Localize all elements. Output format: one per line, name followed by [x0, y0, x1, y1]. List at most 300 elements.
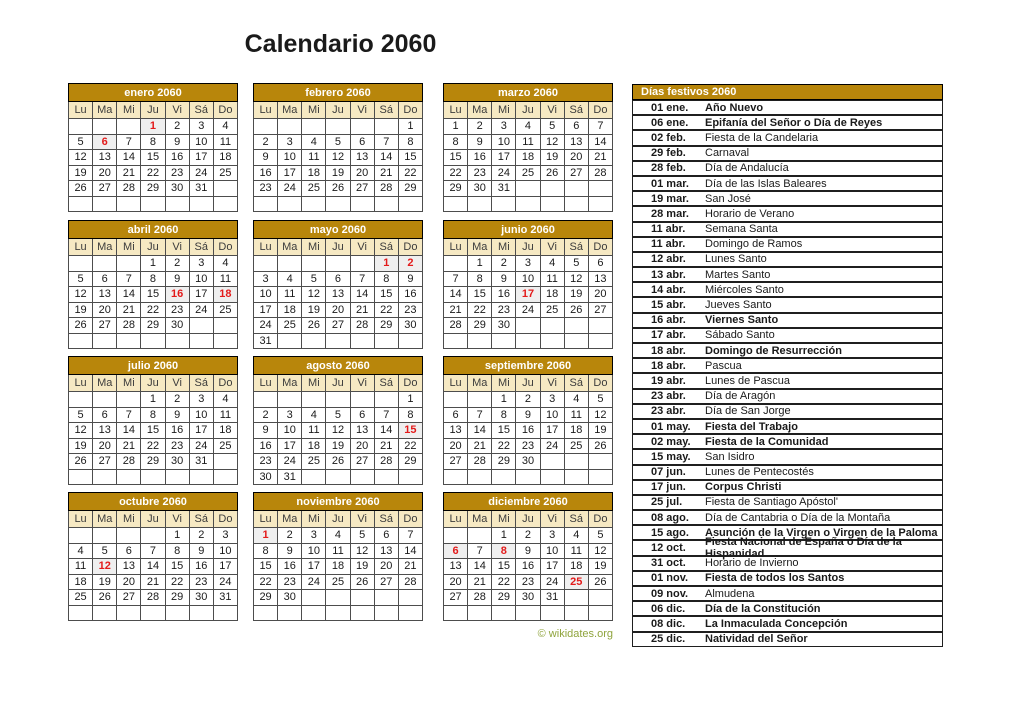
day-cell: 3 [492, 119, 516, 135]
day-cell: 15 [492, 423, 516, 439]
holiday-date: 08 dic. [651, 617, 686, 630]
holiday-name: San Isidro [705, 450, 755, 463]
day-cell: 19 [326, 438, 350, 454]
holiday-name: Asunción de la Virgen o Virgen de la Paloma [705, 526, 938, 539]
holiday-row [632, 115, 943, 130]
day-cell: 30 [165, 318, 189, 334]
empty-cell [189, 318, 213, 334]
day-cell: 24 [492, 165, 516, 181]
day-cell: 28 [350, 318, 374, 334]
day-cell: 25 [213, 165, 237, 181]
day-cell: 9 [492, 271, 516, 287]
day-cell: 1 [492, 392, 516, 408]
day-cell: 26 [350, 574, 374, 590]
empty-cell [444, 605, 468, 621]
holiday-date: 23 abr. [651, 405, 686, 418]
weekday-header: Vi [350, 102, 374, 119]
empty-cell [326, 119, 350, 135]
weekday-header: Do [213, 511, 237, 528]
day-cell: 13 [117, 559, 141, 575]
empty-cell [165, 469, 189, 485]
empty-cell [350, 605, 374, 621]
day-cell: 2 [516, 528, 540, 544]
day-cell: 4 [540, 256, 564, 272]
weekday-header: Ju [141, 239, 165, 256]
day-cell: 25 [540, 302, 564, 318]
day-cell: 20 [326, 302, 350, 318]
day-cell: 3 [540, 392, 564, 408]
day-cell: 12 [564, 271, 588, 287]
empty-cell [326, 333, 350, 349]
day-cell: 11 [326, 543, 350, 559]
day-cell: 27 [350, 454, 374, 470]
day-cell: 14 [374, 150, 398, 166]
holiday-date: 11 abr. [651, 238, 686, 251]
day-cell: 1 [468, 256, 492, 272]
day-cell: 14 [117, 150, 141, 166]
day-cell: 26 [564, 302, 588, 318]
empty-cell [278, 119, 302, 135]
day-cell: 31 [278, 469, 302, 485]
empty-cell [468, 392, 492, 408]
weekday-header: Ma [93, 511, 117, 528]
month-title: noviembre 2060 [254, 493, 423, 511]
holiday-date: 19 abr. [651, 374, 686, 387]
day-cell: 2 [516, 392, 540, 408]
day-cell: 26 [540, 165, 564, 181]
day-cell: 21 [588, 150, 612, 166]
weekday-header: Vi [540, 511, 564, 528]
day-cell: 27 [93, 181, 117, 197]
day-cell: 30 [165, 181, 189, 197]
holiday-date: 01 nov. [651, 572, 689, 585]
wikidates-credit-link[interactable]: © wikidates.org [537, 628, 613, 640]
day-cell: 25 [564, 438, 588, 454]
weekday-header: Mi [117, 511, 141, 528]
day-cell: 28 [588, 165, 612, 181]
empty-cell [444, 196, 468, 212]
empty-cell [398, 469, 422, 485]
day-cell: 29 [398, 454, 422, 470]
day-cell: 18 [213, 423, 237, 439]
empty-cell [69, 256, 93, 272]
day-cell: 25 [516, 165, 540, 181]
month-febrero [253, 83, 423, 212]
day-cell: 27 [93, 454, 117, 470]
day-cell: 23 [165, 165, 189, 181]
holiday-row [632, 297, 943, 312]
day-cell: 29 [468, 318, 492, 334]
month-table [443, 356, 613, 485]
empty-cell [564, 196, 588, 212]
holiday-name: San José [705, 192, 751, 205]
weekday-header: Vi [350, 375, 374, 392]
day-cell: 24 [278, 181, 302, 197]
empty-cell [189, 196, 213, 212]
holiday-row [632, 495, 943, 510]
empty-cell [189, 333, 213, 349]
weekday-header: Vi [165, 239, 189, 256]
day-cell: 3 [278, 407, 302, 423]
month-marzo [443, 83, 613, 212]
day-cell: 22 [141, 438, 165, 454]
day-cell: 20 [350, 165, 374, 181]
empty-cell [93, 256, 117, 272]
empty-cell [141, 605, 165, 621]
empty-cell [326, 392, 350, 408]
day-cell: 28 [374, 181, 398, 197]
day-cell: 17 [254, 302, 278, 318]
day-cell: 20 [588, 287, 612, 303]
day-cell: 24 [213, 574, 237, 590]
day-cell: 14 [468, 559, 492, 575]
holiday-name: Fiesta de Santiago Apóstol' [705, 496, 838, 509]
empty-cell [516, 605, 540, 621]
day-cell: 23 [165, 302, 189, 318]
empty-cell [302, 196, 326, 212]
empty-cell [141, 333, 165, 349]
day-cell: 18 [302, 165, 326, 181]
day-cell: 11 [564, 407, 588, 423]
empty-cell [468, 528, 492, 544]
holiday-name: Día de Aragón [705, 390, 776, 403]
empty-cell [117, 196, 141, 212]
weekday-header: Ma [93, 102, 117, 119]
day-cell: 13 [374, 543, 398, 559]
weekday-header: Vi [540, 375, 564, 392]
day-cell: 5 [326, 134, 350, 150]
empty-cell [350, 196, 374, 212]
empty-cell [350, 392, 374, 408]
day-cell: 29 [398, 181, 422, 197]
empty-cell [278, 392, 302, 408]
holiday-date: 06 dic. [651, 602, 686, 615]
month-table [253, 356, 423, 485]
weekday-header: Do [398, 511, 422, 528]
day-cell: 3 [254, 271, 278, 287]
holiday-name: Natividad del Señor [705, 633, 808, 646]
holiday-row [632, 282, 943, 297]
weekday-header: Lu [69, 102, 93, 119]
day-cell: 20 [93, 438, 117, 454]
weekday-header: Lu [69, 375, 93, 392]
day-cell: 25 [213, 302, 237, 318]
day-cell: 26 [69, 454, 93, 470]
day-cell: 7 [468, 407, 492, 423]
empty-cell [540, 469, 564, 485]
day-cell: 30 [189, 590, 213, 606]
day-cell: 19 [93, 574, 117, 590]
holidays-list [632, 100, 943, 647]
empty-cell [213, 318, 237, 334]
month-agosto [253, 356, 423, 485]
month-table [68, 492, 238, 621]
empty-cell [117, 256, 141, 272]
weekday-header: Lu [254, 375, 278, 392]
day-cell: 19 [69, 302, 93, 318]
day-cell: 4 [278, 271, 302, 287]
day-cell: 11 [213, 407, 237, 423]
empty-cell [93, 469, 117, 485]
holiday-name: Carnaval [705, 147, 750, 160]
day-cell: 5 [588, 392, 612, 408]
day-cell: 5 [93, 543, 117, 559]
holiday-row [632, 130, 943, 145]
day-cell: 6 [444, 407, 468, 423]
weekday-header: Do [213, 239, 237, 256]
day-cell: 12 [350, 543, 374, 559]
day-cell: 2 [254, 134, 278, 150]
day-cell: 27 [374, 574, 398, 590]
day-cell: 7 [398, 528, 422, 544]
holiday-date: 19 mar. [651, 192, 689, 205]
day-cell: 25 [69, 590, 93, 606]
empty-cell [398, 605, 422, 621]
empty-cell [326, 196, 350, 212]
weekday-header: Ju [326, 102, 350, 119]
empty-cell [254, 392, 278, 408]
day-cell: 14 [444, 287, 468, 303]
day-cell: 9 [468, 134, 492, 150]
empty-cell [564, 454, 588, 470]
weekday-header: Lu [444, 102, 468, 119]
empty-cell [254, 119, 278, 135]
day-cell: 11 [540, 271, 564, 287]
day-cell: 11 [69, 559, 93, 575]
month-table [443, 492, 613, 621]
empty-cell [492, 469, 516, 485]
day-cell: 21 [117, 165, 141, 181]
holiday-row [632, 176, 943, 191]
weekday-header: Sá [189, 511, 213, 528]
weekday-header: Ju [516, 375, 540, 392]
day-cell: 15 [141, 150, 165, 166]
month-table [253, 83, 423, 212]
day-cell: 22 [165, 574, 189, 590]
weekday-header: Sá [374, 102, 398, 119]
empty-cell [69, 528, 93, 544]
empty-cell [302, 590, 326, 606]
day-cell: 1 [492, 528, 516, 544]
day-cell: 10 [278, 423, 302, 439]
day-cell: 13 [93, 150, 117, 166]
day-cell: 23 [278, 574, 302, 590]
holiday-date: 31 oct. [651, 557, 686, 570]
day-cell: 22 [398, 438, 422, 454]
empty-cell [444, 528, 468, 544]
empty-cell [326, 469, 350, 485]
weekday-header: Lu [254, 102, 278, 119]
day-cell: 27 [564, 165, 588, 181]
weekday-header: Do [588, 511, 612, 528]
empty-cell [117, 469, 141, 485]
empty-cell [516, 318, 540, 334]
day-cell: 22 [398, 165, 422, 181]
holiday-day-cell: 16 [165, 287, 189, 303]
weekday-header: Mi [492, 239, 516, 256]
empty-cell [165, 196, 189, 212]
weekday-header: Sá [189, 239, 213, 256]
empty-cell [444, 333, 468, 349]
holiday-day-cell: 25 [564, 574, 588, 590]
day-cell: 21 [468, 438, 492, 454]
holiday-row [632, 206, 943, 221]
empty-cell [302, 333, 326, 349]
holiday-day-cell: 15 [398, 423, 422, 439]
holiday-name: Fiesta de la Candelaria [705, 131, 819, 144]
day-cell: 1 [165, 528, 189, 544]
weekday-header: Sá [374, 375, 398, 392]
empty-cell [588, 196, 612, 212]
weekday-header: Vi [540, 102, 564, 119]
empty-cell [540, 196, 564, 212]
day-cell: 15 [492, 559, 516, 575]
empty-cell [350, 590, 374, 606]
day-cell: 4 [516, 119, 540, 135]
weekday-header: Do [213, 102, 237, 119]
day-cell: 17 [189, 150, 213, 166]
weekday-header: Mi [302, 511, 326, 528]
day-cell: 2 [468, 119, 492, 135]
holiday-date: 28 mar. [651, 207, 689, 220]
holiday-day-cell: 18 [213, 287, 237, 303]
holiday-name: Día de Andalucía [705, 162, 789, 175]
day-cell: 19 [350, 559, 374, 575]
day-cell: 30 [516, 454, 540, 470]
holiday-row [632, 465, 943, 480]
day-cell: 22 [492, 574, 516, 590]
empty-cell [350, 469, 374, 485]
empty-cell [374, 333, 398, 349]
day-cell: 22 [444, 165, 468, 181]
day-cell: 30 [254, 469, 278, 485]
empty-cell [326, 605, 350, 621]
holiday-day-cell: 1 [254, 528, 278, 544]
day-cell: 5 [69, 271, 93, 287]
day-cell: 8 [374, 271, 398, 287]
day-cell: 16 [516, 423, 540, 439]
empty-cell [93, 528, 117, 544]
day-cell: 14 [588, 134, 612, 150]
day-cell: 10 [189, 271, 213, 287]
day-cell: 5 [326, 407, 350, 423]
empty-cell [350, 119, 374, 135]
day-cell: 9 [516, 543, 540, 559]
day-cell: 28 [117, 454, 141, 470]
day-cell: 21 [398, 559, 422, 575]
day-cell: 7 [117, 134, 141, 150]
day-cell: 28 [374, 454, 398, 470]
day-cell: 22 [254, 574, 278, 590]
holidays-panel [632, 84, 943, 647]
holiday-date: 28 feb. [651, 162, 686, 175]
day-cell: 14 [350, 287, 374, 303]
weekday-header: Mi [302, 239, 326, 256]
holiday-date: 12 oct. [651, 542, 686, 555]
holiday-date: 25 dic. [651, 633, 686, 646]
day-cell: 20 [444, 574, 468, 590]
month-table [68, 83, 238, 212]
empty-cell [117, 119, 141, 135]
weekday-header: Ju [326, 511, 350, 528]
weekday-header: Mi [302, 375, 326, 392]
day-cell: 24 [278, 454, 302, 470]
holiday-name: Lunes Santo [705, 253, 767, 266]
day-cell: 12 [588, 543, 612, 559]
day-cell: 2 [189, 528, 213, 544]
page-title: Calendario 2060 [244, 30, 437, 58]
month-title: abril 2060 [69, 221, 238, 239]
day-cell: 30 [398, 318, 422, 334]
day-cell: 6 [93, 407, 117, 423]
empty-cell [117, 333, 141, 349]
empty-cell [516, 196, 540, 212]
empty-cell [398, 196, 422, 212]
day-cell: 30 [278, 590, 302, 606]
holiday-row [632, 328, 943, 343]
empty-cell [93, 119, 117, 135]
holiday-name: Miércoles Santo [705, 283, 784, 296]
day-cell: 4 [302, 134, 326, 150]
day-cell: 13 [564, 134, 588, 150]
day-cell: 3 [213, 528, 237, 544]
empty-cell [93, 196, 117, 212]
empty-cell [189, 469, 213, 485]
weekday-header: Vi [165, 511, 189, 528]
day-cell: 18 [540, 287, 564, 303]
weekday-header: Sá [189, 102, 213, 119]
day-cell: 17 [189, 423, 213, 439]
weekday-header: Mi [492, 102, 516, 119]
holiday-date: 17 abr. [651, 329, 686, 342]
weekday-header: Do [588, 102, 612, 119]
empty-cell [588, 605, 612, 621]
holiday-name: Semana Santa [705, 223, 778, 236]
day-cell: 7 [588, 119, 612, 135]
day-cell: 29 [141, 318, 165, 334]
holiday-date: 17 jun. [651, 481, 686, 494]
day-cell: 3 [540, 528, 564, 544]
empty-cell [540, 333, 564, 349]
weekday-header: Mi [492, 511, 516, 528]
day-cell: 29 [141, 454, 165, 470]
empty-cell [350, 333, 374, 349]
month-junio [443, 220, 613, 349]
day-cell: 14 [141, 559, 165, 575]
holiday-date: 01 ene. [651, 101, 689, 114]
weekday-header: Ju [516, 102, 540, 119]
weekday-header: Lu [254, 511, 278, 528]
empty-cell [93, 392, 117, 408]
day-cell: 20 [93, 302, 117, 318]
day-cell: 26 [588, 438, 612, 454]
empty-cell [374, 119, 398, 135]
day-cell: 23 [254, 454, 278, 470]
day-cell: 2 [165, 392, 189, 408]
day-cell: 8 [492, 407, 516, 423]
weekday-header: Ju [326, 375, 350, 392]
empty-cell [302, 392, 326, 408]
holiday-row [632, 389, 943, 404]
month-table [253, 492, 423, 621]
holiday-row [632, 510, 943, 525]
empty-cell [540, 605, 564, 621]
empty-cell [444, 469, 468, 485]
empty-cell [326, 590, 350, 606]
weekday-header: Sá [374, 239, 398, 256]
holiday-date: 07 jun. [651, 466, 686, 479]
weekday-header: Do [398, 375, 422, 392]
